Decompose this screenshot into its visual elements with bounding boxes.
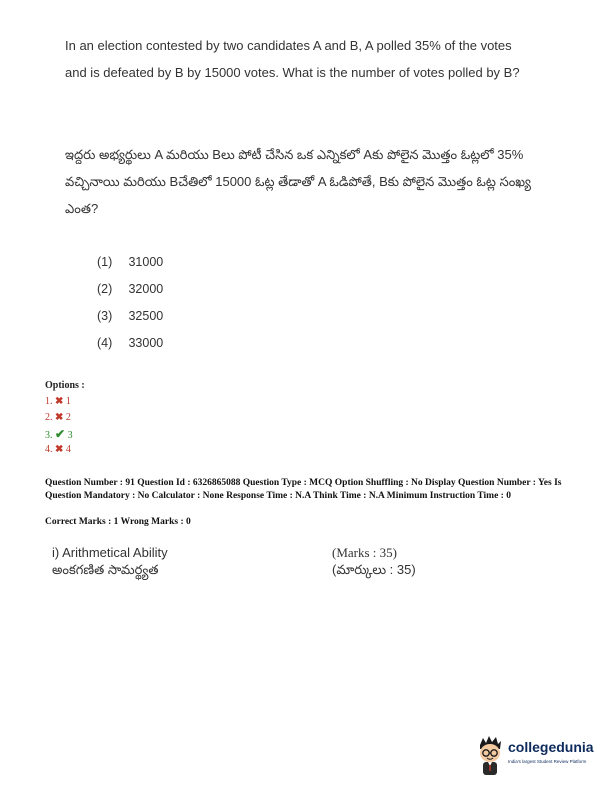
options-title: Options :: [45, 380, 85, 391]
section-header: [52, 544, 472, 578]
option-row-3: [45, 426, 85, 442]
cross-icon: ✖: [55, 396, 64, 407]
choice-number: (2): [97, 282, 113, 296]
option-index: 3.: [45, 430, 53, 441]
choice-number: (1): [97, 255, 113, 269]
section-title-telugu: అంకగణిత సామర్థ్యత: [52, 562, 159, 577]
logo-tagline: India's largest Student Review Platform: [508, 759, 587, 764]
logo-name: collegedunia: [508, 739, 594, 755]
option-value: 4: [65, 444, 71, 455]
section-title-english: i) Arithmetical Ability: [52, 545, 168, 560]
options-block: [45, 378, 85, 458]
choice-value: 33000: [128, 336, 164, 350]
choice-value: 32500: [128, 309, 164, 323]
question-english: In an election contested by two candidates A and B, A polled 35% of the votes and is defeated by B by 15000 votes. What is the number of votes polled by B?: [65, 38, 520, 80]
section-marks-telugu: (మార్కులు : 35): [332, 562, 416, 577]
choice-value: 32000: [128, 282, 164, 296]
choice-4: [97, 331, 163, 358]
option-row-4: [45, 442, 85, 458]
marks-info: Correct Marks : 1 Wrong Marks : 0: [45, 517, 191, 527]
option-row-2: [45, 410, 85, 426]
cross-icon: ✖: [55, 412, 64, 423]
choice-value: 31000: [128, 255, 164, 269]
choice-1: [97, 250, 163, 277]
choice-number: (3): [97, 309, 113, 323]
section-marks-english: (Marks : 35): [332, 545, 397, 560]
choice-2: [97, 277, 163, 304]
collegedunia-logo: [474, 735, 606, 785]
checkmark-icon: ✔: [55, 427, 66, 441]
question-telugu: ఇద్దరు అభ్యర్థులు A మరియు Bలు పోటీ చేసిన ఒక ఎన్నికలో Aకు పోలైన మొత్తం ఓట్లలో 35% వచ్చినాయి మరియు Bచేతిలో 15000 ఓట్ల తేడాతో A ఓడిపోతే, Bకు పోలైన మొత్తం ఓట్ల సంఖ్య ఎంత?: [65, 147, 531, 216]
cross-icon: ✖: [55, 444, 64, 455]
option-value: 3: [67, 430, 73, 441]
option-value: 1: [65, 396, 71, 407]
option-index: 4.: [45, 444, 53, 455]
question-metadata: Question Number : 91 Question Id : 6326865088 Question Type : MCQ Option Shuffling : No Display Question Number : Yes Is Question Mandatory : No Calculator : None Response Time : N.A Think Time : N.A Minimum Instruction Time : 0: [45, 478, 562, 501]
choice-number: (4): [97, 336, 113, 350]
option-index: 2.: [45, 412, 53, 423]
option-value: 2: [65, 412, 71, 423]
choice-3: [97, 304, 163, 331]
option-row-1: [45, 394, 85, 410]
mascot-icon: [474, 735, 506, 779]
answer-choices: [97, 250, 163, 358]
option-index: 1.: [45, 396, 53, 407]
